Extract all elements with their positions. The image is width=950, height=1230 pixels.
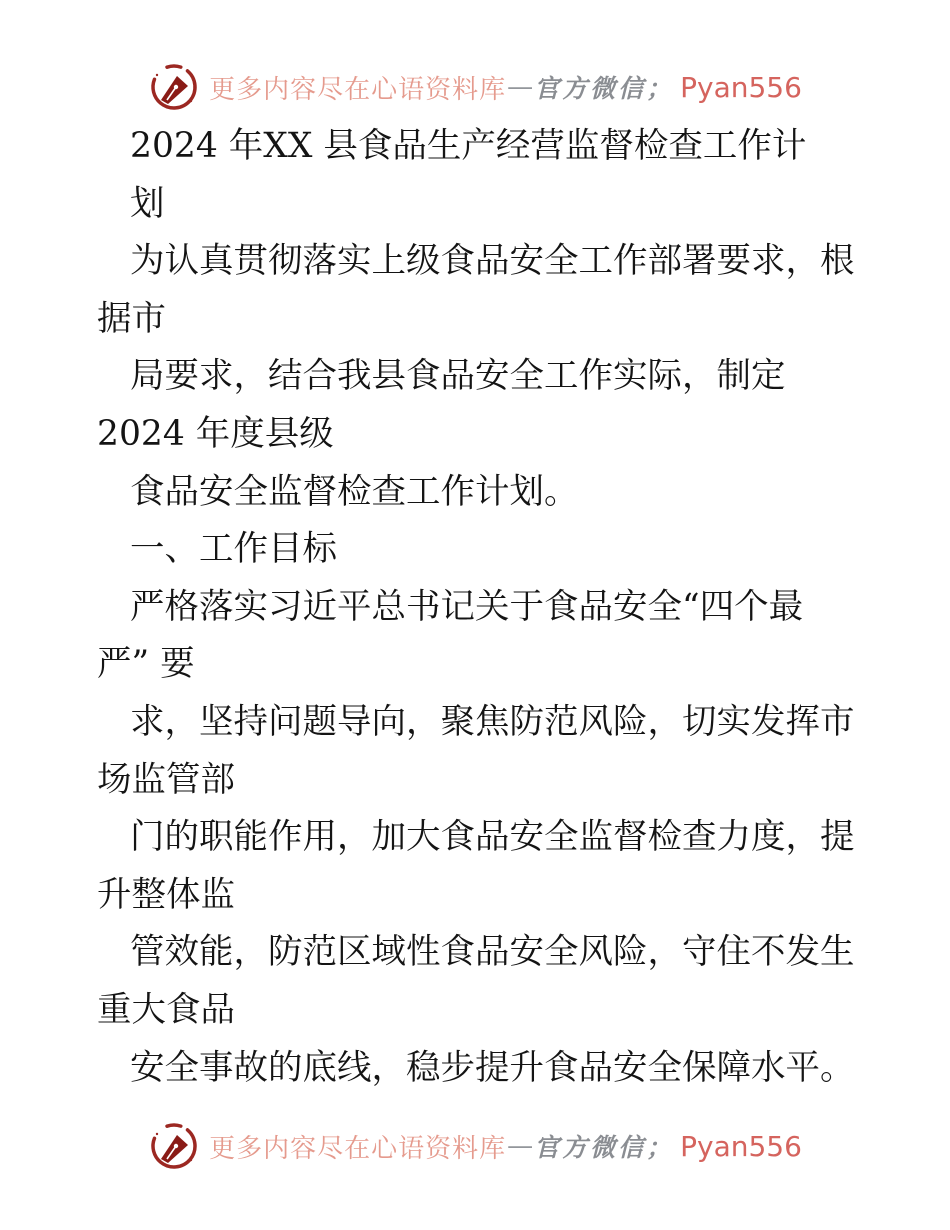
text-line: 求，坚持问题导向，聚焦防范风险，切实发挥市 <box>130 701 855 742</box>
text-line: 划 <box>130 183 165 224</box>
document-body <box>0 116 950 1097</box>
text-line: 为认真贯彻落实上级食品安全工作部署要求，根 <box>130 241 855 282</box>
wechat-id: Pyan556 <box>680 1129 802 1163</box>
pen-swirl-logo-icon <box>148 61 200 113</box>
text-line: 2024 年度县级 <box>97 413 334 454</box>
text-line: 安全事故的底线，稳步提升食品安全保障水平。 <box>130 1047 855 1088</box>
text-line: 据市 <box>97 298 166 339</box>
footer-watermark <box>0 1117 950 1175</box>
text-line: 严” 要 <box>97 644 195 685</box>
brand-text: 更多内容尽在心语资料库 <box>209 74 507 105</box>
text-line: 严格落实习近平总书记关于食品安全“四个最 <box>130 586 804 627</box>
separator-dash: — <box>507 72 534 102</box>
text-line: 局要求，结合我县食品安全工作实际，制定 <box>130 356 786 397</box>
text-line: 一、工作目标 <box>130 529 337 570</box>
text-line: 场监管部 <box>97 759 235 800</box>
text-line: 管效能，防范区域性食品安全风险，守住不发生 <box>130 932 855 973</box>
official-wechat-label: 官方微信； <box>534 74 675 103</box>
text-line: 升整体监 <box>97 874 235 915</box>
text-line: 重大食品 <box>97 989 235 1030</box>
pen-swirl-logo-icon <box>148 1120 200 1172</box>
text-line: 食品安全监督检查工作计划。 <box>130 471 579 512</box>
brand-text: 更多内容尽在心语资料库 <box>209 1133 507 1164</box>
wechat-id: Pyan556 <box>680 70 802 104</box>
header-watermark <box>0 0 950 116</box>
text-line: 门的职能作用，加大食品安全监督检查力度，提 <box>130 817 855 858</box>
separator-dash: — <box>507 1131 534 1162</box>
official-wechat-label: 官方微信； <box>534 1133 675 1163</box>
text-line: 2024 年XX 县食品生产经营监督检查工作计 <box>130 126 807 166</box>
